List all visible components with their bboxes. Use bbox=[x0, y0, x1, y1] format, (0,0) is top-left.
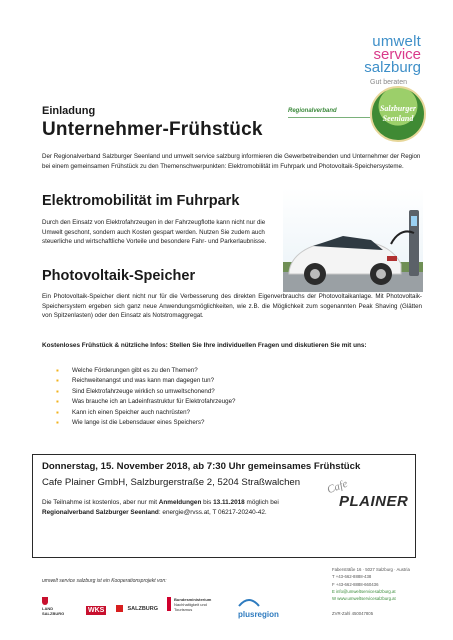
regionalverband-divider bbox=[288, 117, 370, 118]
question-list bbox=[56, 366, 235, 428]
salzburger-seenland-logo bbox=[370, 86, 426, 142]
note-text: Die Teilnahme ist kostenlos, aber nur mit bbox=[42, 499, 159, 506]
event-box bbox=[32, 454, 416, 558]
address-line: Fabersträße 16 · 5027 Salzburg · Austria bbox=[332, 567, 410, 572]
brand-line-2: service bbox=[373, 46, 421, 63]
note-anmeldungen: Anmeldungen bbox=[158, 499, 202, 506]
address-line: F +43-662-8888-660436 bbox=[332, 581, 379, 587]
ministry-line: Bundesministerium bbox=[174, 597, 212, 602]
contact-organizer: Regionalverband Salzburger Seenland bbox=[42, 509, 159, 516]
event-venue: Cafe Plainer GmbH, Salzburgerstraße 2, 5204 Straßwalchen bbox=[42, 477, 301, 488]
list-item: ▪ Sind Elektrofahrzeuge wirklich so umweltschonend? bbox=[56, 387, 235, 397]
salzburg-ag-mark-icon bbox=[116, 605, 123, 612]
land-logo-text: LAND SALZBURG bbox=[42, 606, 65, 616]
ministry-line: Nachhaltigkeit und bbox=[174, 602, 207, 607]
land-crest-icon bbox=[42, 597, 48, 605]
paragraph-photovoltaik: Ein Photovoltaik-Speicher dient nicht nur für die Verbesserung des direkten Eigenverbrauchs der Photovoltaikanlage. Mit Photovoltaik-Speichersystem ergeben sich ganz neue Anwendungsmöglichkeiten, wie z.B. die Möglichkeit zum sogenannten Peak Shaving (Glätten von Spitzenlasten) oder den Einsatz als Notstromaggregat. bbox=[42, 293, 422, 320]
plusregion-arc-icon bbox=[238, 597, 260, 607]
zvr-number: ZVR-Zahl 450047805 bbox=[332, 611, 374, 617]
brand-tagline: Gut beraten bbox=[370, 79, 407, 86]
seenland-logo-text-1: Salzburger bbox=[379, 104, 416, 113]
contact-details: : energie@rvss.at, T 06217-20240-42. bbox=[158, 509, 267, 516]
note-text: bis bbox=[201, 499, 214, 506]
seenland-logo-text-2: Seenland bbox=[382, 114, 414, 123]
ministry-text bbox=[174, 597, 211, 612]
umwelt-service-logo bbox=[364, 34, 421, 86]
brand-line-1: umwelt bbox=[372, 33, 421, 50]
list-item: ▪ Was brauche ich an Ladeinfrastruktur für Elektrofahrzeuge? bbox=[56, 397, 235, 407]
registration-note bbox=[42, 498, 342, 518]
list-item: ▪ Wie lange ist die Lebensdauer eines Speichers? bbox=[56, 418, 235, 428]
brand-line-3: salzburg bbox=[364, 59, 421, 76]
list-item: ▪ Reichweitenangst und was kann man dagegen tun? bbox=[56, 376, 235, 386]
salzburg-ag-text: SALZBURG bbox=[127, 605, 159, 612]
heading-elektromobilitaet: Elektromobilität im Fuhrpark bbox=[42, 193, 240, 209]
regionalverband-label: Regionalverband bbox=[288, 108, 337, 114]
cooperation-note: umwelt service salzburg ist ein Kooperationsprojekt von: bbox=[42, 578, 167, 584]
paragraph-elektromobilitaet: Durch den Einsatz von Elektrofahrzeugen in der Fahrzeugflotte kann nicht nur die Umwelt geschont, sondern auch Kosten gespart werden. Nutzen Sie zudem auch steuerliche und wirtschaftliche Vorteile und besondere Fahr- und Parkerlaubnisse. bbox=[42, 219, 267, 246]
land-salzburg-logo bbox=[42, 597, 66, 615]
note-text: möglich bei bbox=[244, 499, 279, 506]
wks-logo-text: WKS bbox=[88, 607, 105, 614]
address-line: W www.umweltservicesalzburg.at bbox=[332, 596, 396, 602]
list-item: ▪ Kann ich einen Speicher auch nachrüsten? bbox=[56, 408, 235, 418]
salzburg-ag-logo bbox=[116, 600, 158, 618]
intro-paragraph: Der Regionalverband Salzburger Seenland und umwelt service salzburg informieren die Gewerbetreibenden und Unternehmer der Region bei einem gemeinsamen Frühstück zu den Themenschwerpunkten: Elektromobilität im Fuhrpark und Photovoltaik-Speichersysteme. bbox=[42, 153, 421, 170]
address-block bbox=[332, 566, 410, 618]
heading-photovoltaik: Photovoltaik-Speicher bbox=[42, 268, 196, 284]
plusregion-text: plusregion bbox=[238, 610, 279, 619]
plusregion-logo bbox=[238, 594, 279, 619]
cafe-logo-big: PLAINER bbox=[339, 493, 409, 510]
invitation-kicker: Einladung bbox=[42, 105, 96, 117]
info-line: Kostenloses Frühstück & nützliche Infos: Stellen Sie Ihre individuellen Fragen und diskutieren Sie mit uns: bbox=[42, 342, 367, 349]
cafe-logo-small: Cafe bbox=[325, 477, 350, 497]
page-title: Unternehmer-Frühstück bbox=[42, 119, 263, 140]
address-line: E info@umweltservicesalzburg.at bbox=[332, 588, 396, 594]
wks-logo bbox=[86, 599, 106, 617]
list-item: ▪ Welche Förderungen gibt es zu den Themen? bbox=[56, 366, 235, 376]
ministry-line: Tourismus bbox=[174, 607, 193, 612]
address-line: T +43-662-8888-438 bbox=[332, 574, 372, 580]
ministry-flag-icon bbox=[167, 597, 171, 611]
event-date: Donnerstag, 15. November 2018, ab 7:30 Uhr gemeinsames Frühstück bbox=[42, 461, 361, 472]
cafe-plainer-logo bbox=[325, 477, 409, 521]
note-deadline: 13.11.2018 bbox=[213, 499, 245, 506]
ev-charging-photo bbox=[283, 188, 423, 292]
